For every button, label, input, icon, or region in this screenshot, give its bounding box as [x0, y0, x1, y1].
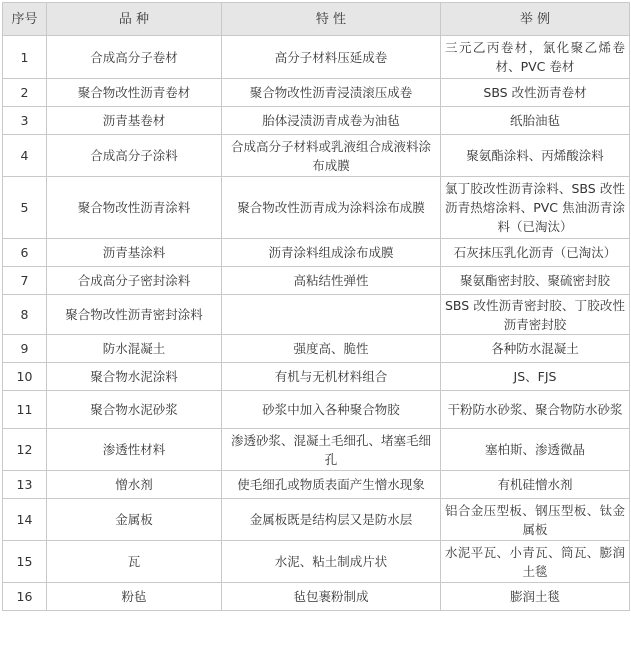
row-no: 6: [3, 239, 47, 267]
row-kind: 聚合物水泥砂浆: [47, 391, 222, 429]
row-example: 各种防水混凝土: [441, 335, 630, 363]
table-row: [3, 295, 630, 335]
row-feature: 合成高分子材料或乳液组合成液料涂布成膜: [222, 135, 441, 177]
row-no: 9: [3, 335, 47, 363]
row-feature: 金属板既是结构层又是防水层: [222, 499, 441, 541]
row-no: 3: [3, 107, 47, 135]
table-row: [3, 429, 630, 471]
table-row: [3, 135, 630, 177]
header-example: 举 例: [441, 3, 630, 36]
row-kind: 渗透性材料: [47, 429, 222, 471]
row-kind: 憎水剂: [47, 471, 222, 499]
row-example: 膨润土毯: [441, 583, 630, 611]
table-row: [3, 471, 630, 499]
row-feature: 强度高、脆性: [222, 335, 441, 363]
row-example: 三元乙丙卷材，氯化聚乙烯卷材、PVC 卷材: [441, 36, 630, 79]
row-feature: 有机与无机材料组合: [222, 363, 441, 391]
row-example: SBS 改性沥青密封胶、丁胶改性沥青密封胶: [441, 295, 630, 335]
row-kind: 金属板: [47, 499, 222, 541]
row-no: 7: [3, 267, 47, 295]
row-kind: 防水混凝土: [47, 335, 222, 363]
row-feature: 聚合物改性沥青成为涂料涂布成膜: [222, 177, 441, 239]
table-row: [3, 583, 630, 611]
row-no: 5: [3, 177, 47, 239]
table-row: [3, 541, 630, 583]
materials-table: [2, 2, 630, 611]
row-kind: 聚合物改性沥青卷材: [47, 79, 222, 107]
header-no: 序号: [3, 3, 47, 36]
row-example: 塞柏斯、渗透微晶: [441, 429, 630, 471]
row-kind: 瓦: [47, 541, 222, 583]
table-row: [3, 107, 630, 135]
row-no: 2: [3, 79, 47, 107]
table-row: [3, 79, 630, 107]
row-no: 10: [3, 363, 47, 391]
row-no: 12: [3, 429, 47, 471]
row-kind: 合成高分子密封涂料: [47, 267, 222, 295]
table-row: [3, 36, 630, 79]
row-example: 氯丁胶改性沥青涂料、SBS 改性沥青热熔涂料、PVC 焦油沥青涂料（已淘汰）: [441, 177, 630, 239]
row-example: SBS 改性沥青卷材: [441, 79, 630, 107]
row-kind: 合成高分子涂料: [47, 135, 222, 177]
row-kind: 聚合物改性沥青涂料: [47, 177, 222, 239]
row-feature: 高分子材料压延成卷: [222, 36, 441, 79]
row-example: 干粉防水砂浆、聚合物防水砂浆: [441, 391, 630, 429]
table-row: [3, 239, 630, 267]
row-kind: 沥青基涂料: [47, 239, 222, 267]
row-no: 13: [3, 471, 47, 499]
row-no: 15: [3, 541, 47, 583]
row-example: 聚氨酯涂料、丙烯酸涂料: [441, 135, 630, 177]
row-kind: 聚合物水泥涂料: [47, 363, 222, 391]
table-row: [3, 499, 630, 541]
row-no: 11: [3, 391, 47, 429]
row-no: 1: [3, 36, 47, 79]
row-feature: 沥青涂料组成涂布成膜: [222, 239, 441, 267]
row-feature: 高粘结性弹性: [222, 267, 441, 295]
row-feature: 渗透砂浆、混凝土毛细孔、堵塞毛细孔: [222, 429, 441, 471]
row-feature: 聚合物改性沥青浸渍滚压成卷: [222, 79, 441, 107]
row-feature: 毡包裹粉制成: [222, 583, 441, 611]
row-no: 16: [3, 583, 47, 611]
table-row: [3, 363, 630, 391]
row-no: 8: [3, 295, 47, 335]
row-kind: 沥青基卷材: [47, 107, 222, 135]
row-example: 水泥平瓦、小青瓦、筒瓦、膨润土毯: [441, 541, 630, 583]
row-feature: 胎体浸渍沥青成卷为油毡: [222, 107, 441, 135]
table-row: [3, 177, 630, 239]
row-kind: 聚合物改性沥青密封涂料: [47, 295, 222, 335]
row-feature: 砂浆中加入各种聚合物胶: [222, 391, 441, 429]
row-feature: 使毛细孔或物质表面产生憎水现象: [222, 471, 441, 499]
header-row: [3, 3, 630, 36]
row-feature: [222, 295, 441, 335]
table-row: [3, 391, 630, 429]
header-feature: 特 性: [222, 3, 441, 36]
row-example: 纸胎油毡: [441, 107, 630, 135]
table-row: [3, 267, 630, 295]
row-example: 聚氨酯密封胶、聚硫密封胶: [441, 267, 630, 295]
row-no: 4: [3, 135, 47, 177]
row-kind: 粉毡: [47, 583, 222, 611]
row-feature: 水泥、粘土制成片状: [222, 541, 441, 583]
row-example: JS、FJS: [441, 363, 630, 391]
row-example: 有机硅憎水剂: [441, 471, 630, 499]
row-no: 14: [3, 499, 47, 541]
header-kind: 品 种: [47, 3, 222, 36]
row-kind: 合成高分子卷材: [47, 36, 222, 79]
row-example: 石灰抹压乳化沥青（已淘汰）: [441, 239, 630, 267]
row-example: 铝合金压型板、钢压型板、钛金属板: [441, 499, 630, 541]
table-row: [3, 335, 630, 363]
